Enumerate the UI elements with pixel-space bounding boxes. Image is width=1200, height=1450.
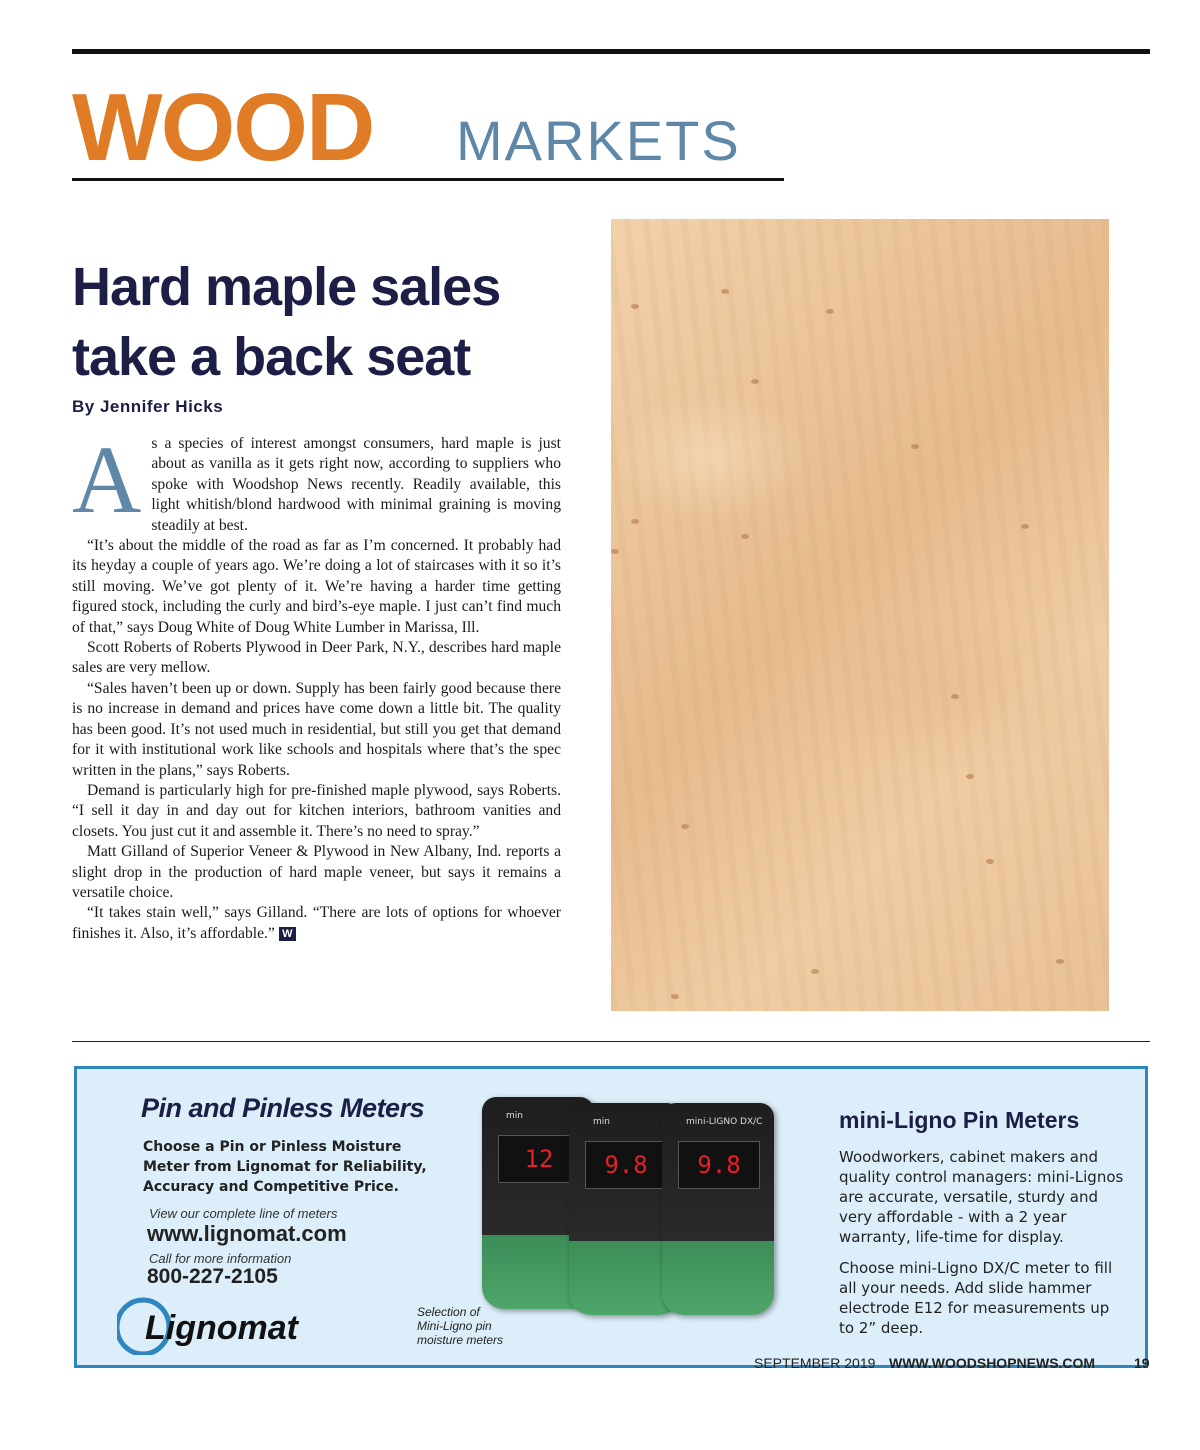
ad-phone[interactable]: 800-227-2105 bbox=[147, 1265, 278, 1288]
lignomat-logo bbox=[117, 1297, 347, 1355]
page-number: 19 bbox=[1134, 1355, 1150, 1371]
article-byline: By Jennifer Hicks bbox=[72, 397, 224, 416]
article-paragraph: Matt Gilland of Superior Veneer & Plywood in New Albany, Ind. reports a slight drop in the production of hard maple veneer, but says it remains a versatile choice. bbox=[72, 843, 561, 901]
masthead-wood: WOOD bbox=[72, 74, 374, 181]
maple-wood-photo bbox=[611, 219, 1109, 1011]
ad-title-right: mini-Ligno Pin Meters bbox=[839, 1107, 1080, 1133]
section-divider bbox=[72, 1041, 1150, 1042]
meter-device: min 12 bbox=[482, 1097, 594, 1309]
article-paragraph: Scott Roberts of Roberts Plywood in Deer Park, N.Y., describes hard maple sales are very mellow. bbox=[72, 639, 561, 677]
ad-title-left: Pin and Pinless Meters bbox=[141, 1093, 425, 1123]
ad-subtitle: Choose a Pin or Pinless Moisture Meter from Lignomat for Reliability, Accuracy and Competitive Price. bbox=[143, 1139, 427, 1195]
drop-cap: A bbox=[72, 426, 142, 533]
article-paragraph: “It’s about the middle of the road as far as I’m concerned. It probably had its heyday a couple of years ago. We’re doing a lot of staircases with it so it’s still moving. We’ve got plenty of it. We’re having a harder time getting figured stock, including the curly and bird’s-eye maple. I just can’t find much of that,” says Doug White of Doug White Lumber in Marissa, Ill. bbox=[72, 537, 561, 636]
meter-reading: 12 bbox=[498, 1135, 580, 1183]
masthead-markets: MARKETS bbox=[456, 109, 741, 172]
article-paragraph: As a species of interest amongst consumers, hard maple is just about as vanilla as it gets right now, according to suppliers who spoke with Woodshop News recently. Readily available, this light whitish/blond hardwood with minimal graining is moving steadily at best. bbox=[72, 426, 561, 534]
footer-date: SEPTEMBER 2019 bbox=[754, 1355, 876, 1371]
ad-body-2: Choose mini-Ligno DX/C meter to fill all your needs. Add slide hammer electrode E12 for measurements up to 2” deep. bbox=[839, 1259, 1113, 1337]
end-mark-icon: W bbox=[279, 927, 296, 941]
ad-caption: Selection of Mini-Ligno pin moisture meters bbox=[417, 1305, 504, 1347]
ad-call-text: Call for more information bbox=[149, 1251, 292, 1266]
ad-view-text: View our complete line of meters bbox=[149, 1206, 338, 1221]
ad-url-link[interactable]: www.lignomat.com bbox=[147, 1221, 347, 1246]
article-body bbox=[72, 426, 561, 944]
meter-reading: 9.8 bbox=[585, 1141, 667, 1189]
top-rule bbox=[72, 49, 1150, 54]
footer-site[interactable]: WWW.WOODSHOPNEWS.COM bbox=[889, 1355, 1096, 1371]
lignomat-advertisement[interactable] bbox=[74, 1066, 1148, 1368]
article-headline: Hard maple sales take a back seat bbox=[72, 257, 501, 387]
article-paragraph: “Sales haven’t been up or down. Supply has been fairly good because there is no increase in demand and prices have come down a little bit. The quality has been good. It’s not used much in residential, but still you get that demand for it with institutional work like schools and hospitals where that’s the spec written in the plans,” says Roberts. bbox=[72, 679, 561, 779]
meter-device: mini-LIGNO DX/C 9.8 bbox=[662, 1103, 774, 1315]
meter-reading: 9.8 bbox=[678, 1141, 760, 1189]
meter-device: min 9.8 bbox=[569, 1103, 681, 1315]
article-paragraph: Demand is particularly high for pre-finished maple plywood, says Roberts. “I sell it day in and day out for kitchen interiors, bathroom vanities and closets. You just cut it and assemble it. There’s no need to spray.” bbox=[72, 781, 561, 840]
section-masthead bbox=[72, 74, 784, 181]
ad-body-1: Woodworkers, cabinet makers and quality control managers: mini-Lignos are accurate, versatile, sturdy and very affordable - with a 2 year warranty, life-time for display. bbox=[839, 1148, 1124, 1246]
article-paragraph: “It takes stain well,” says Gilland. “There are lots of options for whoever finishes it. Also, it’s affordable.” W bbox=[72, 904, 561, 942]
logo-text: Lignomat bbox=[145, 1309, 298, 1347]
